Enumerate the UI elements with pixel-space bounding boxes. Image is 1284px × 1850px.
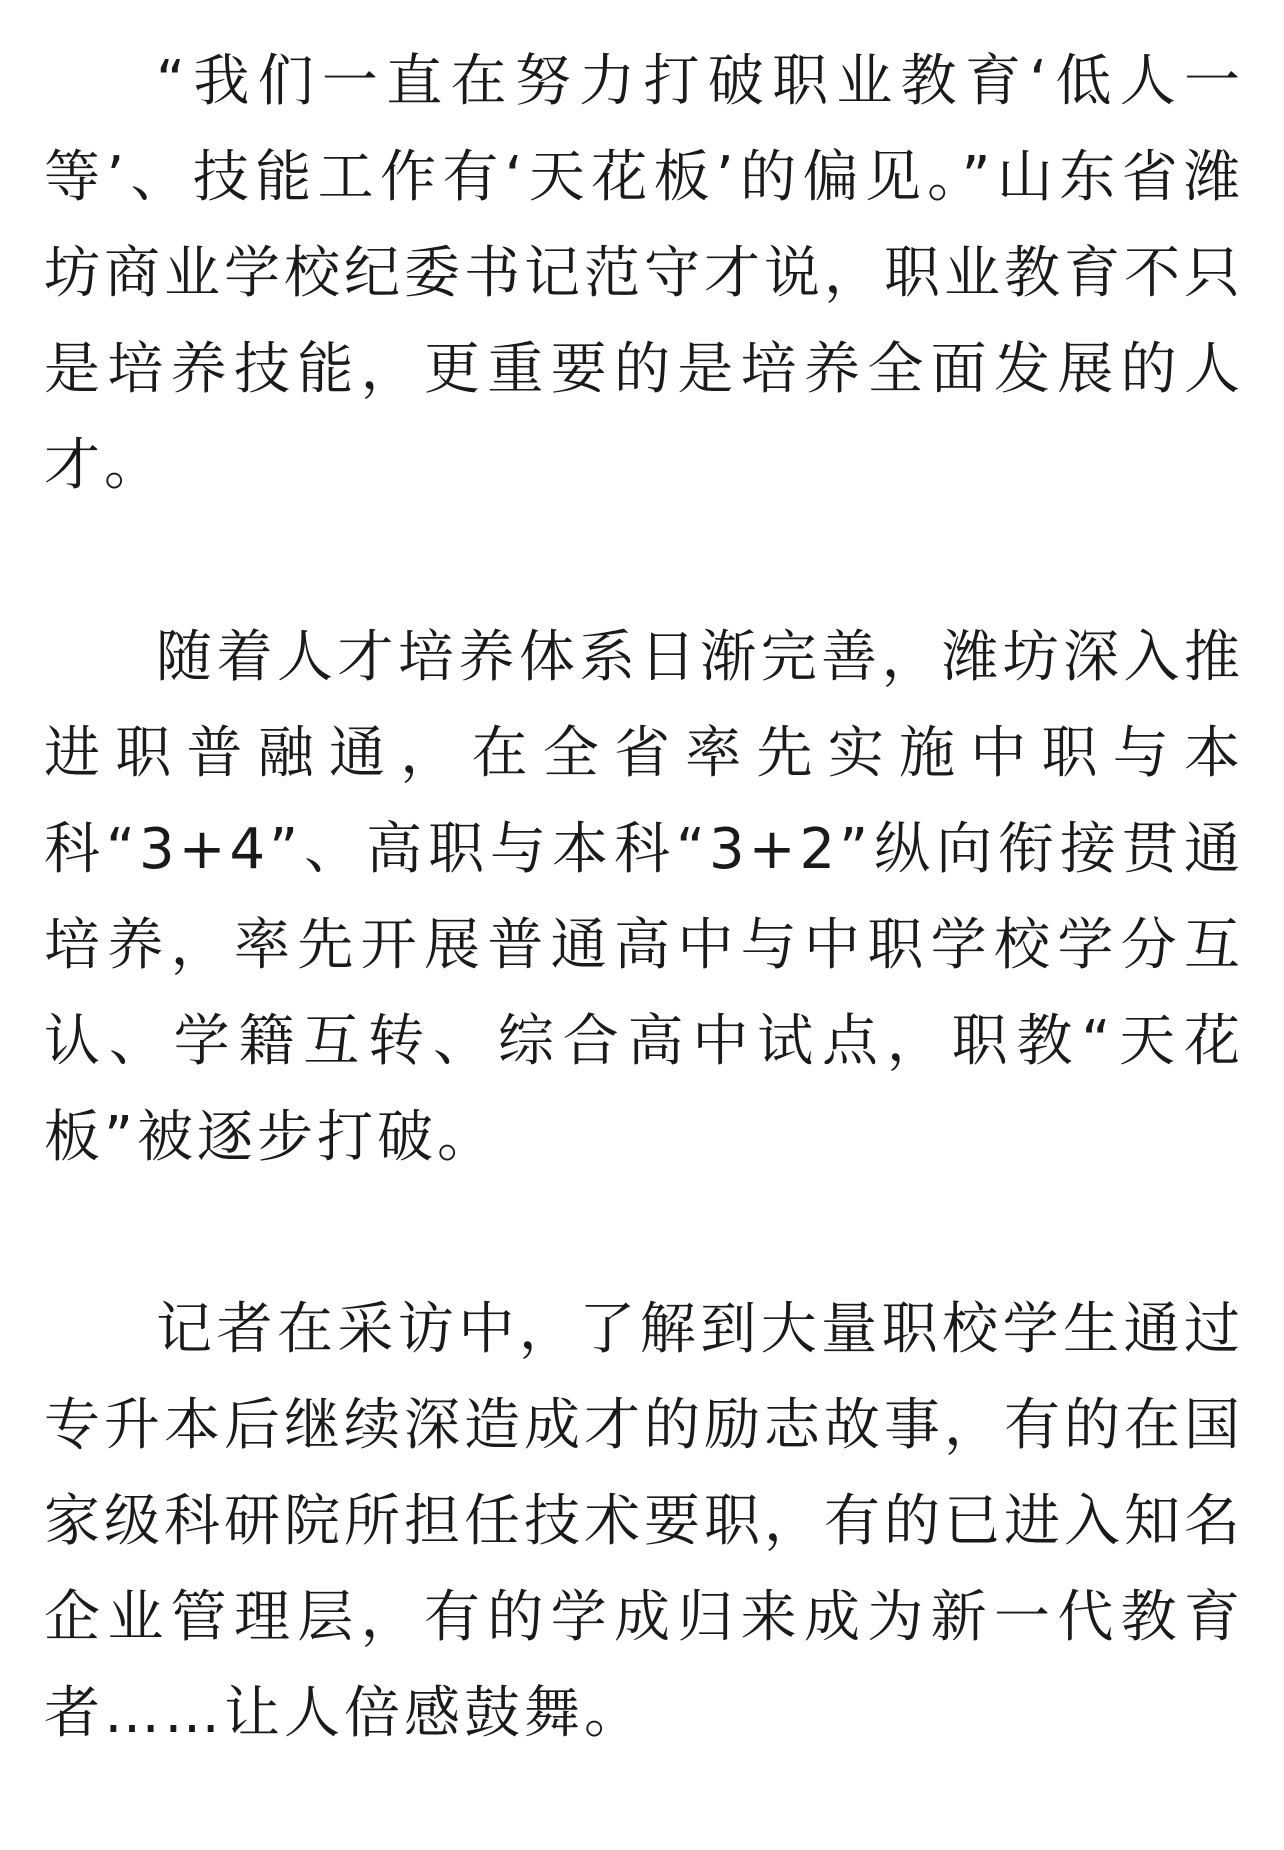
article-body: [44, 34, 1244, 1762]
paragraph-vocational-prejudice: “我们一直在努力打破职业教育‘低人一等’、技能工作有‘天花板’的偏见。”山东省潍坊商业学校纪委书记范守才说，职业教育不只是培养技能，更重要的是培养全面发展的人才。: [44, 49, 1244, 498]
paragraph-student-stories: 记者在采访中，了解到大量职校学生通过专升本后继续深造成才的励志故事，有的在国家级科研院所担任技术要职，有的已进入知名企业管理层，有的学成归来成为新一代教育者……让人倍感鼓舞。: [44, 1297, 1244, 1746]
paragraph-talent-system: 随着人才培养体系日渐完善，潍坊深入推进职普融通，在全省率先实施中职与本科“3+4”、高职与本科“3+2”纵向衔接贯通培养，率先开展普通高中与中职学校学分互认、学籍互转、综合高中试点，职教“天花板”被逐步打破。: [44, 625, 1244, 1170]
